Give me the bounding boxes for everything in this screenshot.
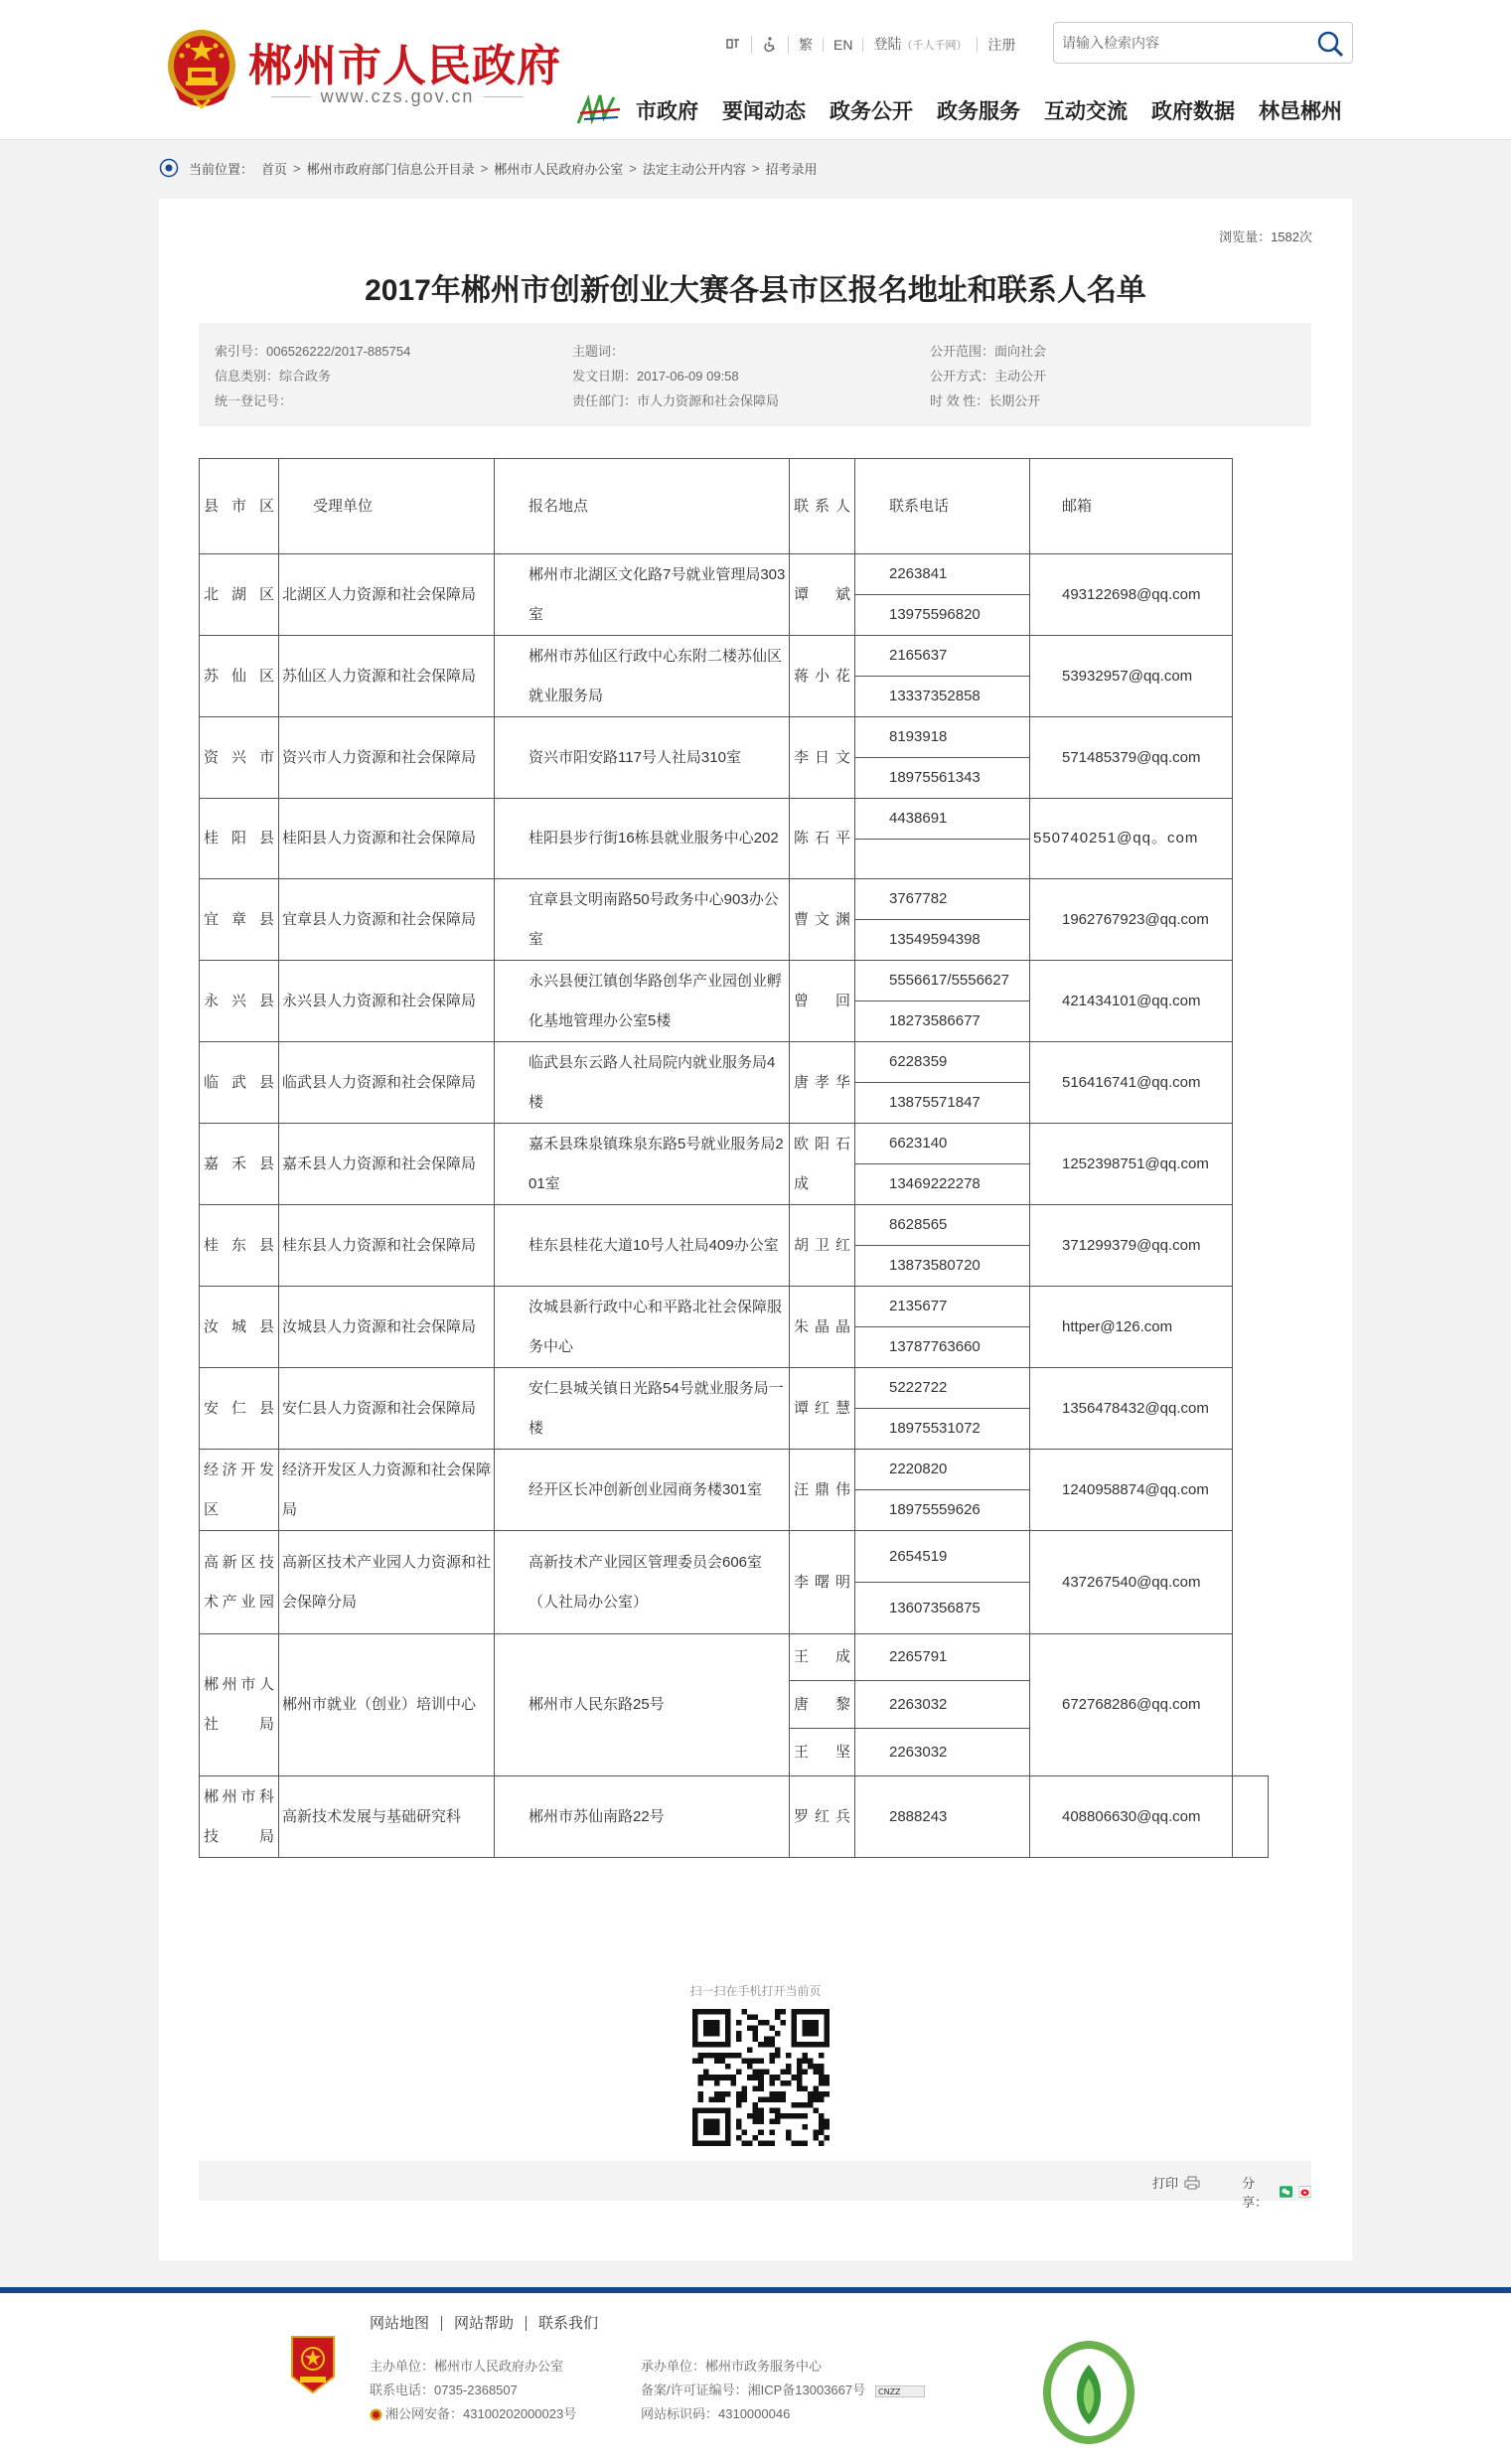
footer-link-sitemap[interactable]: 网站地图 — [370, 2315, 430, 2332]
page-title: 2017年郴州市创新创业大赛各县市区报名地址和联系人名单 — [365, 274, 1146, 307]
cell-unit: 嘉禾县人力资源和社会保障局 — [279, 1124, 495, 1205]
document-meta — [199, 323, 1311, 426]
wheelchair-icon — [762, 36, 778, 52]
cell-address: 郴州市苏仙区行政中心东附二楼苏仙区就业服务局 — [495, 636, 790, 717]
header-address: 报名地点 — [495, 459, 790, 554]
header-phone: 联系电话 — [855, 459, 1030, 554]
footer-site-code: 网站标识码：4310000046 — [641, 2406, 791, 2421]
breadcrumb-separator: > — [480, 160, 489, 176]
table-trailing-cell — [1232, 1775, 1269, 1858]
cell-phone-mobile: 18975559626 — [855, 1490, 1030, 1531]
meta-scope: 公开范围：面向社会 — [930, 344, 1047, 359]
breadcrumb-disclosure[interactable]: 法定主动公开内容 — [642, 161, 746, 177]
cell-address: 嘉禾县珠泉镇珠泉东路5号就业服务局201室 — [495, 1124, 790, 1205]
footer-undertake: 承办单位：郴州市政务服务中心 — [641, 2359, 823, 2374]
footer-links — [370, 2316, 610, 2331]
article-panel — [159, 199, 1352, 2260]
party-government-badge-icon[interactable] — [288, 2333, 338, 2394]
cell-county: 临武县 — [200, 1042, 279, 1124]
header-unit: 受理单位 — [279, 459, 495, 554]
share-area — [1242, 2173, 1311, 2211]
cell-phone-mobile: 18273586677 — [855, 1001, 1030, 1042]
cell-unit: 汝城县人力资源和社会保障局 — [279, 1287, 495, 1368]
table-row — [200, 636, 1233, 677]
cell-unit: 苏仙区人力资源和社会保障局 — [279, 636, 495, 717]
cell-county: 桂东县 — [200, 1205, 279, 1287]
qr-code-icon — [692, 2009, 830, 2146]
cell-address: 永兴县便江镇创华路创华产业园创业孵化基地管理办公室5楼 — [495, 961, 790, 1042]
nav-data[interactable]: 政府数据 — [1151, 100, 1235, 123]
breadcrumb-catalog[interactable]: 郴州市政府部门信息公开目录 — [306, 161, 475, 177]
cell-phone: 2135677 — [855, 1287, 1030, 1327]
english-link[interactable]: EN — [824, 38, 863, 52]
print-label: 打印 — [1152, 2176, 1179, 2191]
meta-keywords: 主题词： — [572, 344, 625, 359]
table-row — [200, 1776, 1233, 1858]
cell-address: 经开区长冲创新创业园商务楼301室 — [495, 1450, 790, 1531]
site-header — [0, 0, 1511, 140]
cell-county: 郴州市科技局 — [200, 1776, 279, 1858]
search-input[interactable] — [1062, 31, 1300, 55]
register-link[interactable]: 注册 — [987, 37, 1016, 53]
cell-contact: 谭斌 — [790, 554, 855, 636]
cell-address: 桂东县桂花大道10号人社局409办公室 — [495, 1205, 790, 1287]
main-nav — [636, 95, 1342, 125]
footer-police: 湘公网安备：43100202000023号 — [370, 2403, 576, 2422]
site-name[interactable]: 郴州市人民政府 — [248, 42, 561, 90]
breadcrumb-recruitment[interactable]: 招考录用 — [765, 161, 818, 177]
nav-services[interactable]: 政务服务 — [937, 100, 1020, 123]
cell-unit: 高新区技术产业园人力资源和社会保障分局 — [279, 1531, 495, 1634]
cell-county: 永兴县 — [200, 961, 279, 1042]
table-row — [200, 1368, 1233, 1409]
cell-unit: 桂东县人力资源和社会保障局 — [279, 1205, 495, 1287]
qr-hint: 扫一扫在手机打开当前页 — [689, 1984, 822, 1998]
cell-county: 安仁县 — [200, 1368, 279, 1450]
header-county: 县市区 — [200, 459, 279, 554]
cell-contact: 唐黎 — [790, 1681, 855, 1729]
cell-phone: 3767782 — [855, 879, 1030, 920]
cell-unit: 永兴县人力资源和社会保障局 — [279, 961, 495, 1042]
accessibility-link[interactable] — [715, 36, 752, 54]
table-row-multi — [200, 1634, 1233, 1681]
cell-email: httper@126.com — [1030, 1287, 1233, 1368]
footer-link-contact[interactable]: 联系我们 — [526, 2316, 610, 2331]
cell-phone-mobile: 13469222278 — [855, 1164, 1030, 1205]
cell-county: 汝城县 — [200, 1287, 279, 1368]
cell-phone-mobile: 13787763660 — [855, 1327, 1030, 1368]
contact-table — [199, 458, 1233, 1858]
table-row — [200, 1042, 1233, 1083]
barrier-free-icon — [725, 36, 741, 52]
svg-text:CNZZ: CNZZ — [877, 2387, 901, 2396]
share-label: 分享： — [1242, 2176, 1269, 2210]
cell-contact: 李曙明 — [790, 1531, 855, 1634]
cell-email: 1252398751@qq.com — [1030, 1124, 1233, 1205]
cell-phone-mobile: 18975561343 — [855, 758, 1030, 799]
cell-address: 郴州市人民东路25号 — [495, 1634, 790, 1776]
meta-category: 信息类别：综合政务 — [215, 369, 332, 384]
cell-unit: 临武县人力资源和社会保障局 — [279, 1042, 495, 1124]
site-footer — [0, 2293, 1511, 2464]
nav-news[interactable]: 要闻动态 — [722, 100, 806, 123]
meta-date: 发文日期：2017-06-09 09:58 — [572, 369, 739, 384]
cell-contact: 唐孝华 — [790, 1042, 855, 1124]
cell-phone: 6623140 — [855, 1124, 1030, 1164]
cell-contact: 欧阳石成 — [790, 1124, 855, 1205]
cell-county: 苏仙区 — [200, 636, 279, 717]
cell-contact: 胡卫红 — [790, 1205, 855, 1287]
cell-phone-mobile: 13549594398 — [855, 920, 1030, 961]
cell-county: 郴州市人社局 — [200, 1634, 279, 1776]
cell-address: 郴州市北湖区文化路7号就业管理局303室 — [495, 554, 790, 636]
breadcrumb-separator: > — [293, 160, 301, 176]
cell-address: 桂阳县步行街16栋县就业服务中心202 — [495, 799, 790, 879]
city-logo-icon — [574, 89, 624, 129]
cell-email: 371299379@qq.com — [1030, 1205, 1233, 1287]
cell-contact: 曾回 — [790, 961, 855, 1042]
cell-phone: 8193918 — [855, 717, 1030, 758]
cell-address: 郴州市苏仙南路22号 — [495, 1776, 790, 1858]
cell-address: 临武县东云路人社局院内就业服务局4楼 — [495, 1042, 790, 1124]
cell-address: 宜章县文明南路50号政务中心903办公室 — [495, 879, 790, 961]
view-count: 浏览量：1582次 — [1219, 230, 1312, 244]
cell-phone: 2220820 — [855, 1450, 1030, 1490]
cell-phone: 2263841 — [855, 554, 1030, 595]
table-row — [200, 879, 1233, 920]
footer-link-help[interactable]: 网站帮助 — [441, 2316, 526, 2331]
cell-email: 493122698@qq.com — [1030, 554, 1233, 636]
meta-reg-no: 统一登记号： — [215, 393, 293, 408]
cell-phone-mobile: 13607356875 — [855, 1583, 1030, 1634]
cell-email: 421434101@qq.com — [1030, 961, 1233, 1042]
cell-email: 437267540@qq.com — [1030, 1531, 1233, 1634]
cell-address: 汝城县新行政中心和平路北社会保障服务中心 — [495, 1287, 790, 1368]
table-row — [200, 1450, 1233, 1490]
breadcrumb-separator: > — [629, 160, 637, 176]
cell-email: 1240958874@qq.com — [1030, 1450, 1233, 1531]
cell-county: 经济开发区 — [200, 1450, 279, 1531]
cell-contact: 蒋小花 — [790, 636, 855, 717]
cell-phone: 2265791 — [855, 1634, 1030, 1681]
breadcrumb-separator: > — [751, 160, 760, 176]
cell-county: 北湖区 — [200, 554, 279, 636]
cell-phone-mobile: 13873580720 — [855, 1246, 1030, 1287]
cell-phone: 2888243 — [855, 1776, 1030, 1858]
table-row — [200, 717, 1233, 758]
footer-host: 主办单位：郴州市人民政府办公室 — [370, 2359, 564, 2374]
header-contact: 联系人 — [790, 459, 855, 554]
nav-interaction[interactable]: 互动交流 — [1044, 100, 1128, 123]
cell-contact: 王坚 — [790, 1729, 855, 1776]
cell-unit: 经济开发区人力资源和社会保障局 — [279, 1450, 495, 1531]
cell-county: 桂阳县 — [200, 799, 279, 879]
top-links — [715, 34, 1025, 56]
cell-email: 550740251@qq。com — [1030, 799, 1233, 879]
cell-contact: 罗红兵 — [790, 1776, 855, 1858]
table-row — [200, 961, 1233, 1001]
header-email: 邮箱 — [1030, 459, 1233, 554]
cell-contact: 王成 — [790, 1634, 855, 1681]
cell-contact: 曹文渊 — [790, 879, 855, 961]
cell-unit: 郴州市就业（创业）培训中心 — [279, 1634, 495, 1776]
disability-link[interactable] — [752, 36, 789, 54]
cell-unit: 桂阳县人力资源和社会保障局 — [279, 799, 495, 879]
nav-government[interactable]: 市政府 — [636, 100, 698, 123]
cell-phone: 2165637 — [855, 636, 1030, 677]
nav-linyi[interactable]: 林邑郴州 — [1259, 100, 1342, 123]
login-link[interactable]: 登陆（千人千网） — [863, 37, 978, 53]
cell-phone: 2263032 — [855, 1681, 1030, 1729]
footer-phone: 联系电话：0735-2368507 — [370, 2383, 518, 2397]
cell-address: 安仁县城关镇日光路54号就业服务局一楼 — [495, 1368, 790, 1450]
cell-email: 1356478432@qq.com — [1030, 1368, 1233, 1450]
cell-phone-mobile: 18975531072 — [855, 1409, 1030, 1450]
cell-email: 672768286@qq.com — [1030, 1634, 1233, 1776]
civilized-city-badge-icon[interactable] — [1041, 2335, 1136, 2446]
meta-validity: 时 效 性：长期公开 — [930, 393, 1041, 408]
breadcrumb-label: 当前位置： — [189, 161, 254, 177]
table-row — [200, 1531, 1233, 1583]
table-row — [200, 1205, 1233, 1246]
nav-gov-affairs[interactable]: 政务公开 — [830, 100, 913, 123]
site-domain: www.czs.gov.cn — [248, 85, 546, 107]
cell-contact: 谭红慧 — [790, 1368, 855, 1450]
traditional-chinese-link[interactable]: 繁 — [789, 38, 824, 52]
cell-county: 高新区技术产业园 — [200, 1531, 279, 1634]
cell-phone-mobile: 13875571847 — [855, 1083, 1030, 1124]
print-button[interactable] — [1152, 2173, 1200, 2192]
location-icon — [159, 158, 179, 178]
search-icon[interactable] — [1316, 30, 1344, 58]
meta-department: 责任部门：市人力资源和社会保障局 — [572, 393, 780, 408]
cell-contact: 李日文 — [790, 717, 855, 799]
table-row — [200, 554, 1233, 595]
cell-email: 53932957@qq.com — [1030, 636, 1233, 717]
cell-unit: 北湖区人力资源和社会保障局 — [279, 554, 495, 636]
cell-phone: 8628565 — [855, 1205, 1030, 1246]
breadcrumb-home[interactable]: 首页 — [261, 161, 288, 177]
table-row — [200, 1124, 1233, 1164]
breadcrumb-office[interactable]: 郴州市人民政府办公室 — [494, 161, 624, 177]
cell-unit: 资兴市人力资源和社会保障局 — [279, 717, 495, 799]
table-header-row — [200, 459, 1233, 554]
tools-bar — [199, 2161, 1311, 2210]
meta-index-no: 索引号：006526222/2017-885754 — [215, 344, 411, 359]
cell-email: 408806630@qq.com — [1030, 1776, 1233, 1858]
cell-unit: 高新技术发展与基础研究科 — [279, 1776, 495, 1858]
cell-phone-mobile: 13975596820 — [855, 595, 1030, 636]
cell-contact: 陈石平 — [790, 799, 855, 879]
cell-phone: 2263032 — [855, 1729, 1030, 1776]
cell-email: 571485379@qq.com — [1030, 717, 1233, 799]
table-row — [200, 1287, 1233, 1327]
footer-icp: 备案/许可证编号：湘ICP备13003667号 CNZZ — [641, 2380, 925, 2398]
cell-phone-mobile: 13337352858 — [855, 677, 1030, 717]
breadcrumb — [159, 156, 817, 180]
search-box — [1053, 22, 1353, 64]
cell-phone: 6228359 — [855, 1042, 1030, 1083]
cell-contact: 汪鼎伟 — [790, 1450, 855, 1531]
cell-county: 宜章县 — [200, 879, 279, 961]
cell-email: 516416741@qq.com — [1030, 1042, 1233, 1124]
cell-phone: 4438691 — [855, 799, 1030, 840]
table-row — [200, 799, 1233, 840]
cell-phone: 5556617/5556627 — [855, 961, 1030, 1001]
cell-address: 高新技术产业园区管理委员会606室（人社局办公室） — [495, 1531, 790, 1634]
cell-phone-mobile — [855, 840, 1030, 879]
cell-address: 资兴市阳安路117号人社局310室 — [495, 717, 790, 799]
cell-contact: 朱晶晶 — [790, 1287, 855, 1368]
cell-unit: 安仁县人力资源和社会保障局 — [279, 1368, 495, 1450]
cell-email: 1962767923@qq.com — [1030, 879, 1233, 961]
cell-phone: 5222722 — [855, 1368, 1030, 1409]
wechat-icon[interactable] — [1280, 2185, 1292, 2199]
police-badge-icon — [370, 2408, 382, 2421]
weibo-icon[interactable] — [1298, 2185, 1311, 2199]
cell-county: 资兴市 — [200, 717, 279, 799]
national-emblem-icon — [164, 26, 239, 111]
printer-icon — [1184, 2176, 1200, 2190]
cnzz-icon — [875, 2386, 925, 2397]
cell-unit: 宜章县人力资源和社会保障局 — [279, 879, 495, 961]
cell-county: 嘉禾县 — [200, 1124, 279, 1205]
meta-method: 公开方式：主动公开 — [930, 369, 1047, 384]
cell-phone: 2654519 — [855, 1531, 1030, 1583]
